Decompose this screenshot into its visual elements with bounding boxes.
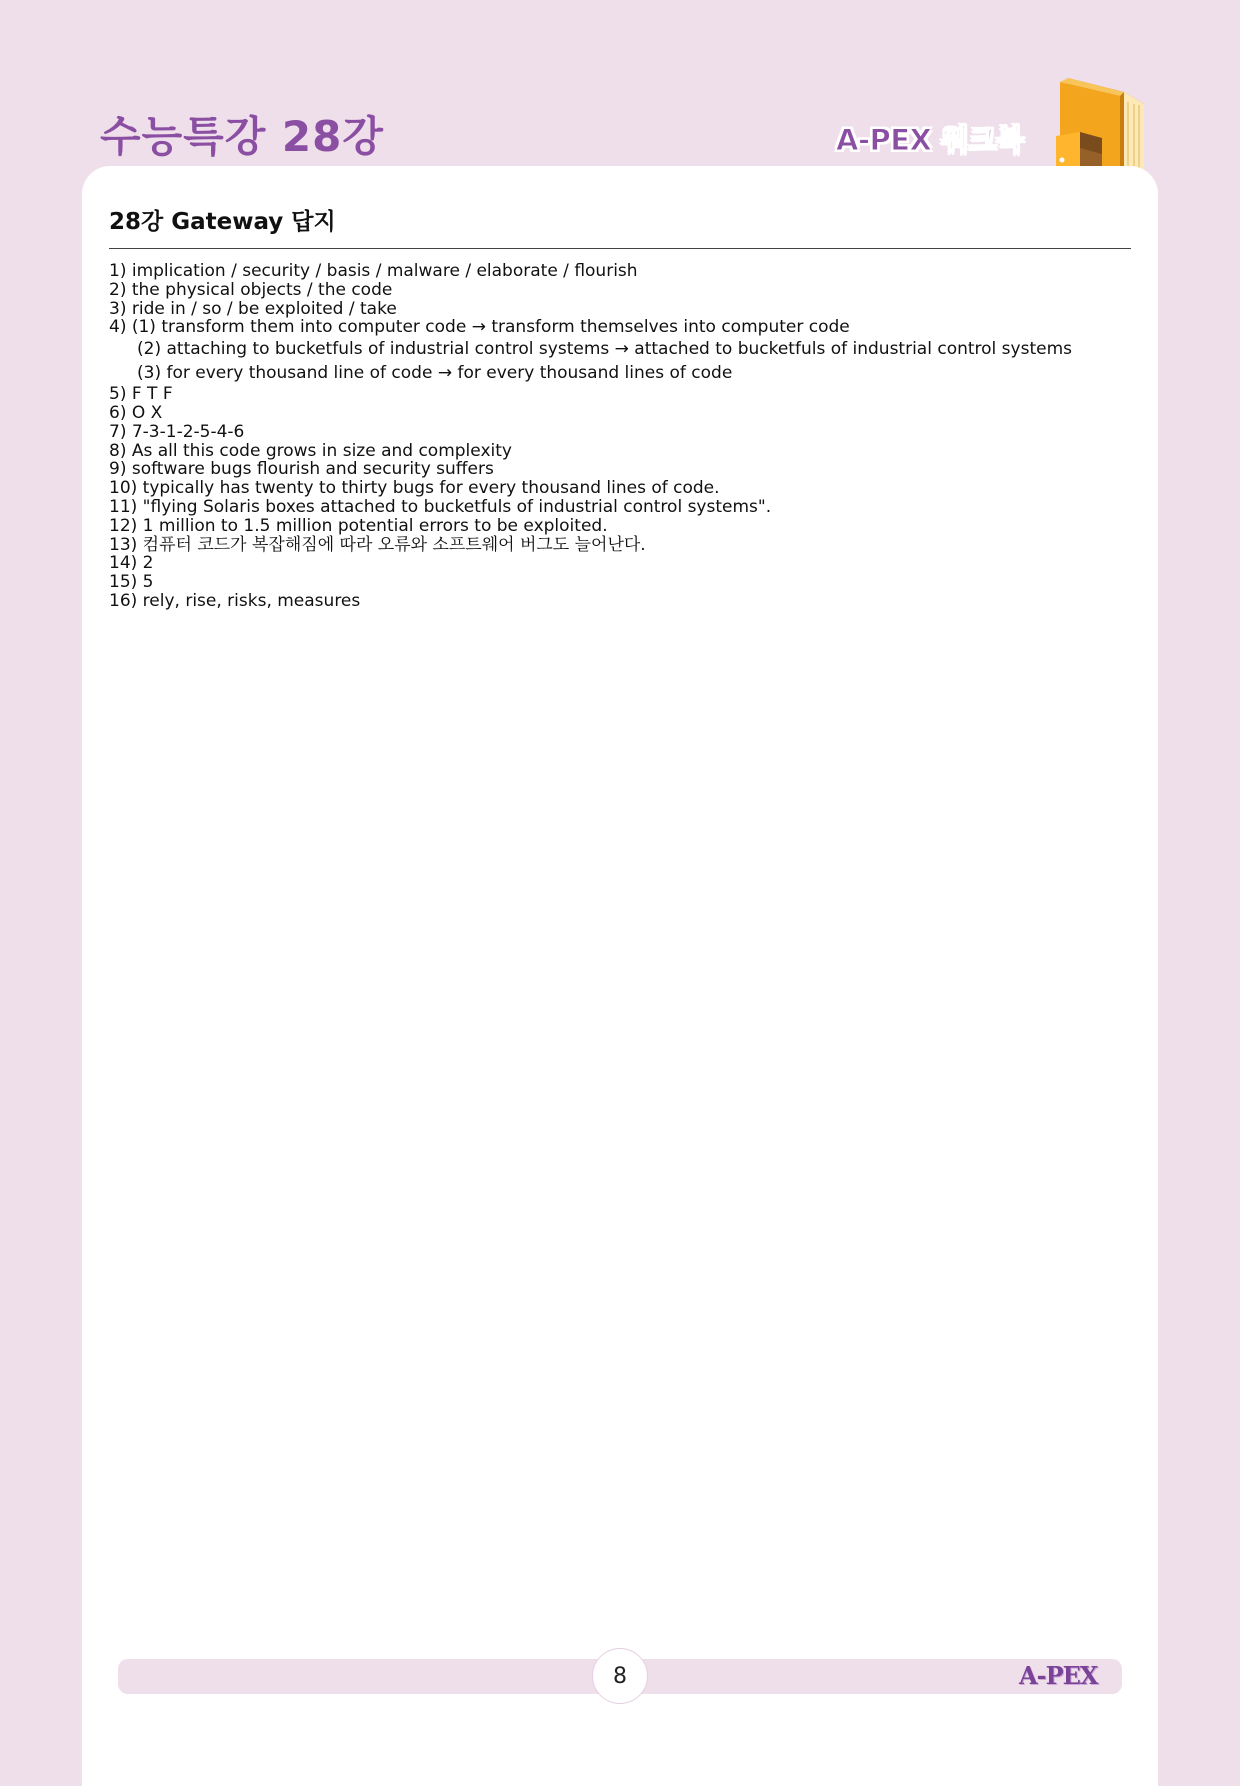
answer-item: 10) typically has twenty to thirty bugs for every thousand lines of code. bbox=[109, 478, 720, 499]
answer-list bbox=[109, 262, 1149, 611]
answer-subitem: (2) attaching to bucketfuls of industrial control systems → attached to bucketfuls of industrial control systems bbox=[137, 339, 1072, 360]
brand-label: A-PEX 워크북 bbox=[836, 123, 1024, 157]
answer-item: 14) 2 bbox=[109, 553, 154, 574]
course-title: 수능특강 28강 bbox=[100, 112, 384, 161]
answer-item: 16) rely, rise, risks, measures bbox=[109, 590, 361, 611]
answer-subitem: (3) for every thousand line of code → for every thousand lines of code bbox=[137, 363, 733, 384]
answer-item: 8) As all this code grows in size and complexity bbox=[109, 440, 512, 461]
answer-item: 6) O X bbox=[109, 402, 163, 423]
answer-item: 7) 7-3-1-2-5-4-6 bbox=[109, 421, 245, 442]
page-number: 8 bbox=[592, 1648, 648, 1704]
answer-item: 3) ride in / so / be exploited / take bbox=[109, 298, 397, 319]
answer-item: 11) "flying Solaris boxes attached to bucketfuls of industrial control systems". bbox=[109, 496, 772, 517]
answer-item: 13) 컴퓨터 코드가 복잡해짐에 따라 오류와 소프트웨어 버그도 늘어난다. bbox=[109, 534, 646, 555]
answer-item: 1) implication / security / basis / malware / elaborate / flourish bbox=[109, 261, 638, 281]
answer-item: 9) software bugs flourish and security suffers bbox=[109, 459, 494, 480]
answer-item: 5) F T F bbox=[109, 384, 173, 405]
heading-divider bbox=[109, 248, 1131, 249]
footer-logo: A-PEX bbox=[1019, 1661, 1098, 1690]
answer-item: 12) 1 million to 1.5 million potential errors to be exploited. bbox=[109, 515, 608, 536]
answer-item: 4) (1) transform them into computer code → transform themselves into computer code bbox=[109, 317, 850, 338]
answer-item: 15) 5 bbox=[109, 572, 154, 593]
section-heading: 28강 Gateway 답지 bbox=[109, 209, 336, 235]
answer-item: 2) the physical objects / the code bbox=[109, 279, 393, 300]
